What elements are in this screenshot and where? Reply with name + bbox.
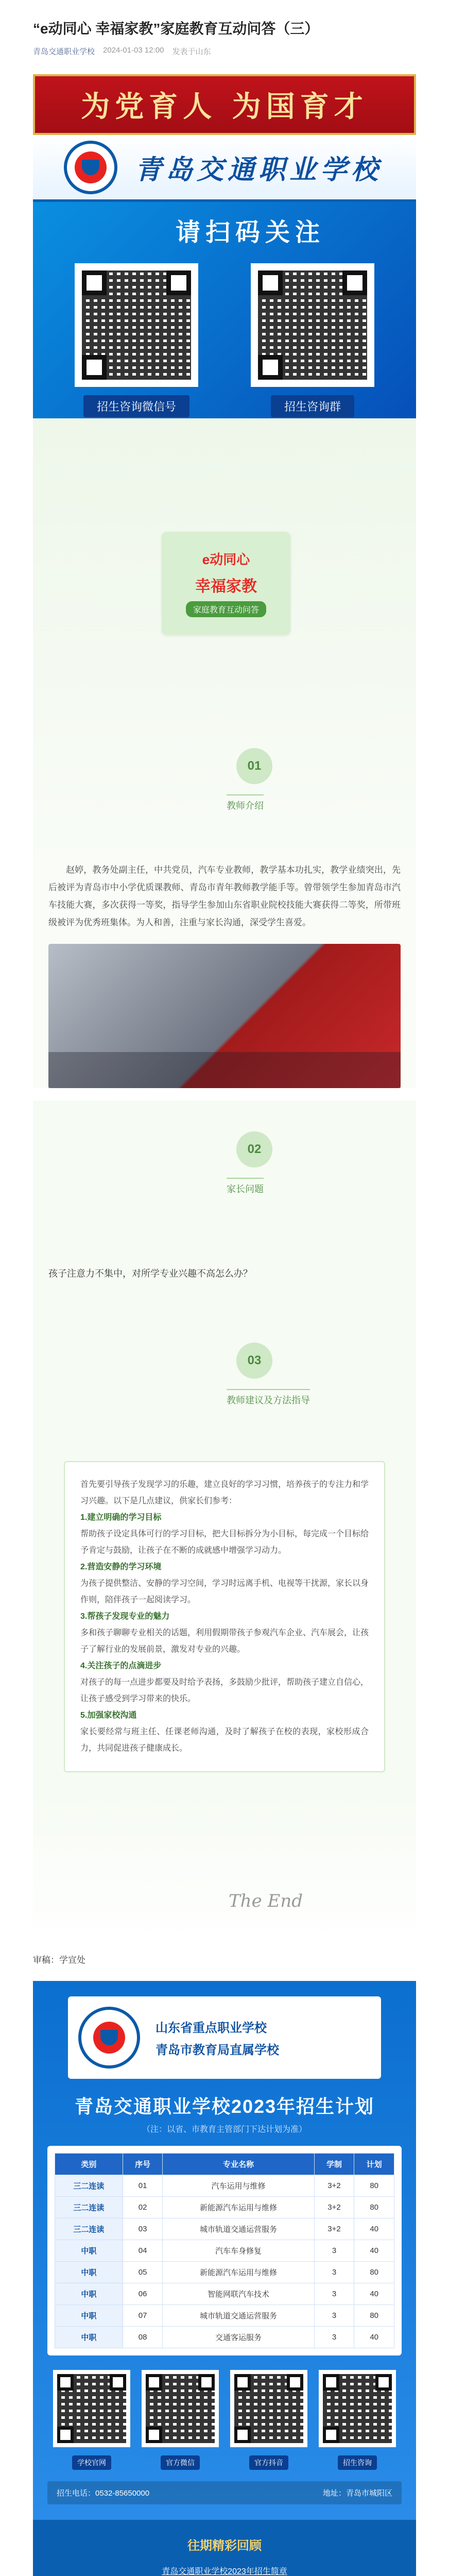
section-caption: 教师介绍 [227, 794, 264, 812]
table-header: 序号 [123, 2154, 163, 2175]
plan-table-wrap [47, 2146, 402, 2355]
poster-qr[interactable] [53, 2370, 130, 2470]
answer-paragraph: 多和孩子聊聊专业相关的话题，利用假期带孩子参观汽车企业、汽车展会，让孩子了解行业的发展前景，激发对专业的兴趣。 [80, 1629, 369, 1654]
intro-section [33, 418, 416, 861]
table-row: 中职 08 交通客运服务 3 40 [55, 2327, 394, 2348]
table-row: 中职 07 城市轨道交通运营服务 3 80 [55, 2305, 394, 2327]
contact-bar [47, 2481, 402, 2504]
teacher-answer [33, 1446, 416, 1788]
answer-paragraph: 家长要经常与班主任、任课老师沟通，及时了解孩子在校的表现，家校形成合力，共同促进孩子健康成长。 [80, 1727, 369, 1753]
answer-paragraph: 帮助孩子设定具体可行的学习目标，把大目标拆分为小目标，每完成一个目标给予肯定与鼓励，让孩子在不断的成就感中增强学习动力。 [80, 1530, 369, 1555]
intro-paragraph: 赵婷，教务处副主任，中共党员，汽车专业教师，教学基本功扎实，教学业绩突出，先后被评为青岛市中小学优质课教师、青岛市青年教师教学能手等。曾带领学生参加青岛市汽车技能大赛，多次获得一等奖，指导学生参加山东省职业院校技能大赛获得二等奖，所带班级被评为优秀班集体。为人和善，注重与家长沟通，深受学生喜爱。 [48, 865, 401, 928]
answer-intro: 首先要引导孩子发现学习的乐趣，建立良好的学习习惯，培养孩子的专注力和学习兴趣。以下是几点建议，供家长们参考： [80, 1480, 369, 1506]
qr-label: 官方微信 [161, 2455, 200, 2470]
qr-label: 招生咨询群 [271, 395, 354, 417]
school-logo [78, 2007, 140, 2069]
section-caption: 家长问题 [227, 1178, 264, 1195]
school-logo [64, 141, 117, 194]
question-text: 孩子注意力不集中，对所学专业兴趣不高怎么办？ [48, 1268, 252, 1279]
qr-code-icon [230, 2370, 307, 2447]
table-row: 中职 06 智能网联汽车技术 3 40 [55, 2283, 394, 2305]
publish-location: 发表于山东 [172, 47, 211, 57]
column-line3: 家庭教育互动问答 [186, 601, 266, 617]
contact-phone: 招生电话：0532-85650000 [57, 2489, 150, 2498]
past-title: 往期精彩回顾 [187, 2539, 262, 2553]
slogan-banner [33, 74, 416, 135]
qr-label: 招生咨询 [338, 2455, 377, 2470]
section-caption: 教师建议及方法指导 [227, 1389, 310, 1406]
section-number: 03 [236, 1343, 272, 1379]
qr-label: 招生咨询微信号 [83, 395, 189, 417]
question-section-head [33, 1100, 416, 1234]
contact-address: 地址：青岛市城阳区 [322, 2489, 392, 2498]
answer-box [64, 1461, 385, 1772]
qr-label: 学校官网 [72, 2455, 111, 2470]
article-header [0, 0, 449, 69]
past-articles [33, 2520, 416, 2576]
qr-code-icon [319, 2370, 396, 2447]
article-title: “e动同心 幸福家教”家庭教育互动问答（三） [33, 21, 319, 37]
answer-heading: 4.关注孩子的点滴进步 [80, 1662, 162, 1671]
poster-qr-row [47, 2370, 402, 2470]
table-header: 专业名称 [163, 2154, 314, 2175]
qr-code-icon [75, 263, 198, 387]
reviewer-line: 审稿：学宣处 [33, 1955, 85, 1965]
answer-section-head [33, 1312, 416, 1446]
answer-paragraph: 为孩子提供整洁、安静的学习空间，学习时远离手机、电视等干扰源，家长以身作则，陪伴孩子一起阅读学习。 [80, 1579, 369, 1605]
table-row: 三二连读 03 城市轨道交通运营服务 3+2 40 [55, 2218, 394, 2240]
section-number: 01 [236, 748, 272, 784]
qr-group[interactable] [251, 263, 374, 417]
enrollment-poster [33, 1981, 416, 2520]
column-line1: e动同心 [202, 552, 250, 568]
plan-title: 青岛交通职业学校2023年招生计划 [74, 2096, 375, 2117]
poster-qr[interactable] [230, 2370, 307, 2470]
end-signature: The End [229, 1891, 303, 1912]
qr-code-icon [142, 2370, 219, 2447]
poster-qr[interactable] [142, 2370, 219, 2470]
table-row: 三二连读 01 汽车运用与维修 3+2 80 [55, 2175, 394, 2197]
past-article-link[interactable]: 青岛交通职业学校2023年招生简章 [162, 2567, 287, 2576]
plan-subtitle: （注：以省、市教育主管部门下达计划为准） [142, 2125, 307, 2134]
answer-paragraph: 对孩子的每一点进步都要及时给予表扬，多鼓励少批评，帮助孩子建立自信心，让孩子感受到学习带来的快乐。 [80, 1678, 369, 1704]
org-line: 山东省重点职业学校 [156, 2021, 267, 2036]
qr-panel-title: 请扫码关注 [175, 219, 325, 247]
parent-question [33, 1234, 416, 1312]
table-row: 三二连读 02 新能源汽车运用与维修 3+2 80 [55, 2197, 394, 2218]
table-header: 类别 [55, 2154, 123, 2175]
section-number: 02 [236, 1131, 272, 1167]
table-header: 学制 [314, 2154, 354, 2175]
poster-qr[interactable] [319, 2370, 396, 2470]
org-line: 青岛市教育局直属学校 [156, 2043, 279, 2058]
answer-heading: 1.建立明确的学习目标 [80, 1513, 162, 1522]
column-card [162, 532, 290, 635]
qr-code-icon [251, 263, 374, 387]
classroom-photo [48, 944, 401, 1088]
teacher-intro [33, 861, 416, 1088]
table-row: 中职 04 汽车车身修复 3 40 [55, 2240, 394, 2262]
article-meta [33, 46, 416, 57]
publish-date: 2024-01-03 12:00 [103, 46, 164, 55]
answer-heading: 2.营造安静的学习环境 [80, 1563, 162, 1572]
table-row: 中职 05 新能源汽车运用与维修 3 80 [55, 2262, 394, 2283]
qr-wechat[interactable] [75, 263, 198, 417]
poster-header [68, 1996, 381, 2079]
plan-table [55, 2153, 394, 2348]
school-header [33, 135, 416, 202]
answer-heading: 3.帮孩子发现专业的魅力 [80, 1612, 170, 1621]
qr-code-icon [53, 2370, 130, 2447]
qr-label: 官方抖音 [249, 2455, 288, 2470]
end-decoration [33, 1788, 416, 1942]
slogan-text: 为党育人 为国育才 [81, 90, 368, 124]
account-name-link[interactable]: 青岛交通职业学校 [33, 47, 95, 57]
table-header: 计划 [354, 2154, 394, 2175]
column-line2: 幸福家教 [195, 578, 257, 596]
school-name: 青岛交通职业学校 [135, 154, 383, 186]
answer-heading: 5.加强家校沟通 [80, 1711, 137, 1720]
qr-panel [33, 202, 416, 418]
